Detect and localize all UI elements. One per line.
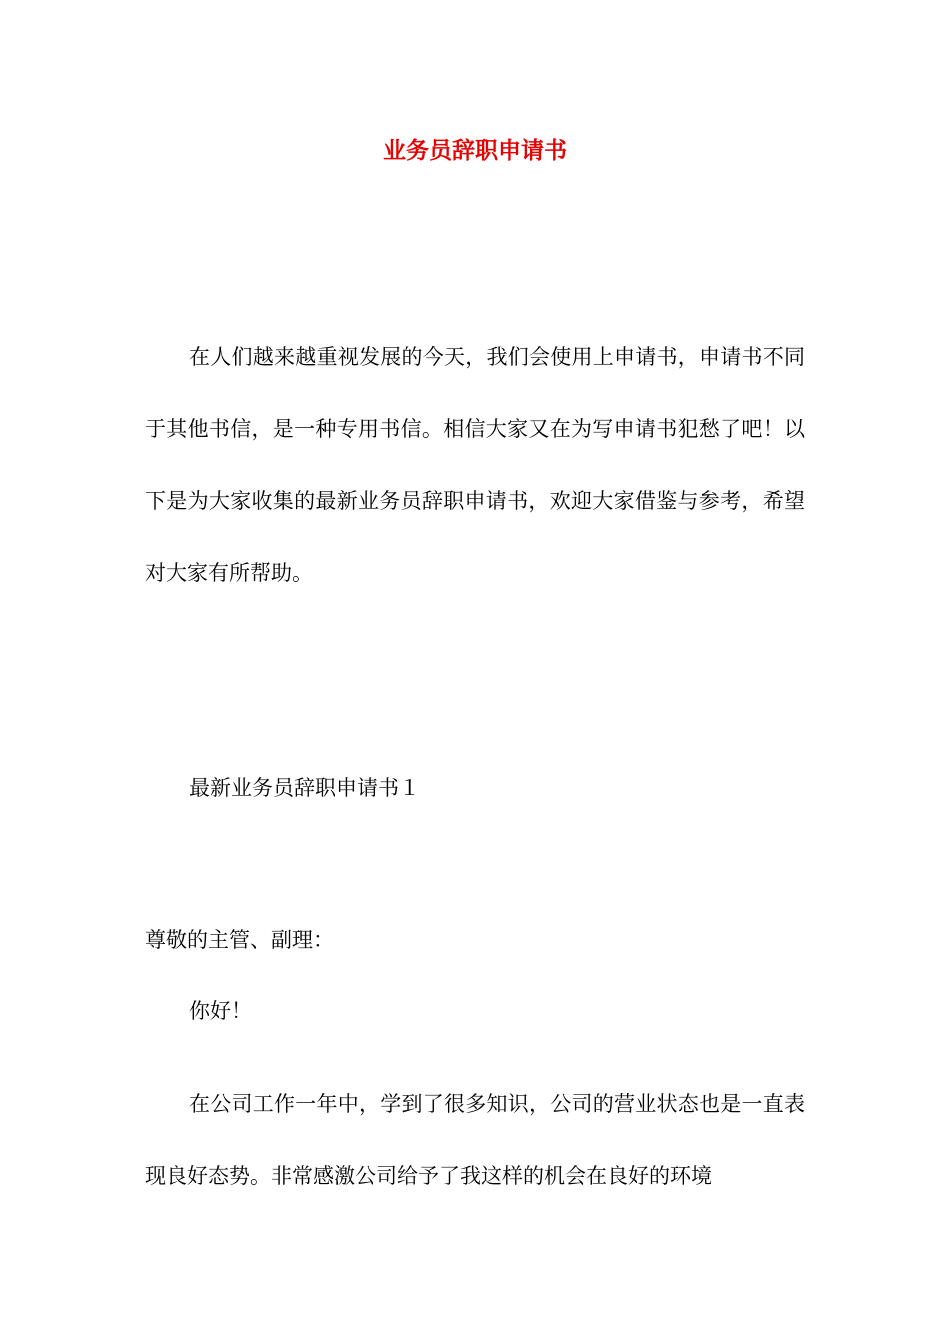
letter-salutation: 尊敬的主管、副理： — [145, 928, 334, 952]
intro-paragraph: 在人们越来越重视发展的今天，我们会使用上申请书，申请书不同于其他书信，是一种专用书信。相信大家又在为写申请书犯愁了吧！以下是为大家收集的最新业务员辞职申请书，欢迎大家借鉴与参考，希望对大家有所帮助。 — [145, 345, 805, 585]
letter-greeting: 你好！ — [189, 999, 252, 1023]
document-title: 业务员辞职申请书 — [383, 137, 567, 164]
section-heading: 最新业务员辞职申请书１ — [189, 776, 420, 800]
body-paragraph: 在公司工作一年中，学到了很多知识，公司的营业状态也是一直表现良好态势。非常感激公司给予了我这样的机会在良好的环境 — [145, 1092, 805, 1188]
